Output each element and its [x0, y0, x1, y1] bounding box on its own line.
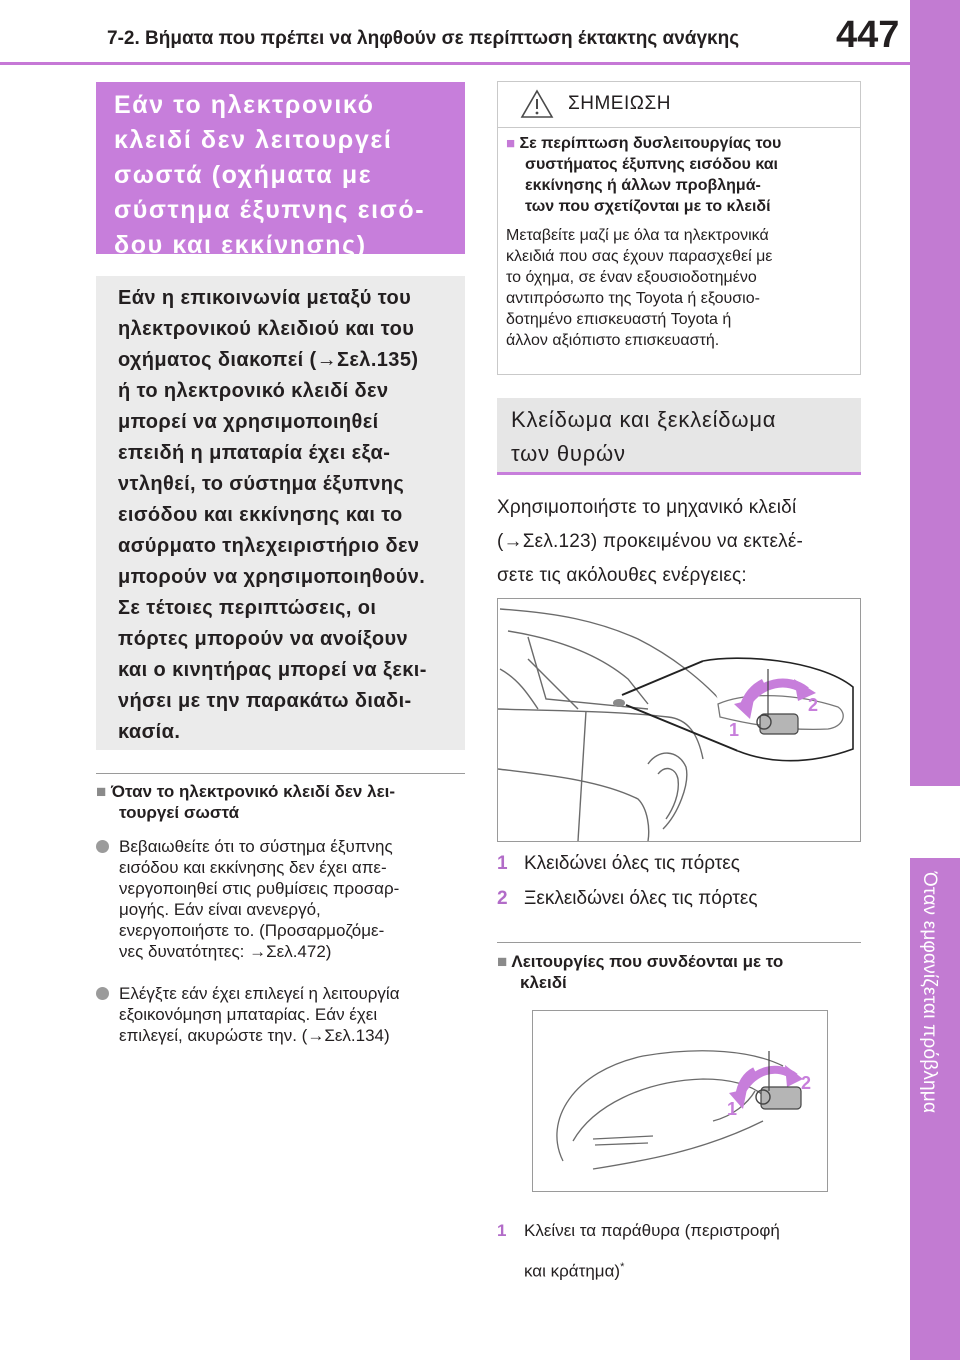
bullet-line: νεργοποιηθεί στις ρυθμίσεις προσαρ-: [119, 879, 400, 898]
notice-body-line: κλειδιά που σας έχουν παρασχεθεί με: [506, 248, 773, 265]
step-number: 1: [497, 853, 508, 874]
lock-section-title: [497, 398, 861, 475]
lock-step-1: [497, 853, 863, 879]
step-text: Κλειδώνει όλες τις πόρτες: [524, 853, 740, 874]
notice-divider: [498, 127, 860, 128]
figure-label-1: 1: [727, 1099, 738, 1119]
intro-line: ασύρματο τηλεχειριστήριο δεν: [118, 535, 420, 557]
intro-line: ή το ηλεκτρονικό κλειδί δεν: [118, 380, 389, 402]
subheading-key-malfunction: [96, 781, 468, 823]
round-bullet-icon: [96, 840, 109, 853]
bullet-line: νες δυνατότητες: →Σελ.472): [119, 942, 332, 961]
step-text: Ξεκλειδώνει όλες τις πόρτες: [524, 888, 758, 909]
figure-label-1: 1: [729, 720, 740, 740]
intro-line: επειδή η μπαταρία έχει εξα-: [118, 442, 391, 464]
chapter-number: 7: [929, 811, 940, 831]
lock-text-line: (→Σελ.123) προκειμένου να εκτελέ-: [497, 531, 804, 552]
car-door-drawing: [498, 599, 860, 841]
bullet-line: εξοικονόμηση μπαταρίας. Εάν έχει: [119, 1005, 378, 1024]
notice-label: ΣΗΜΕΙΩΣΗ: [568, 93, 671, 114]
notice-body-line: δοτημένο επισκευαστή Toyota ή: [506, 311, 732, 328]
section-title-line: σωστά (οχήματα με: [114, 161, 373, 189]
bullet-line: εισόδου και εκκίνησης δεν έχει απε-: [119, 858, 387, 877]
subheading-line: Όταν το ηλεκτρονικό κλειδί δεν λει-: [111, 782, 396, 801]
section-title-line: κλειδί δεν λειτουργεί: [114, 126, 393, 154]
section-title-box: [96, 82, 465, 259]
step-number: 2: [497, 888, 508, 909]
step-number: 1: [497, 1221, 507, 1240]
square-bullet-icon: ■: [96, 782, 107, 801]
lock-step-2: [497, 888, 863, 914]
page-number: 447: [836, 14, 900, 56]
key-feature-step-1: [497, 1213, 863, 1285]
intro-line: νήσει με την παρακάτω διαδι-: [118, 690, 412, 712]
subheading-line: Λειτουργίες που συνδέονται με το: [511, 952, 784, 971]
subheading-key-features: [497, 951, 863, 993]
subheading-line: τουργεί σωστά: [119, 803, 240, 822]
notice-subheading: [506, 133, 856, 217]
intro-line: και ο κινητήρας μπορεί να ξεκι-: [118, 659, 427, 681]
intro-line: Σε τέτοιες περιπτώσεις, οι: [118, 597, 377, 619]
bullet-line: Ελέγξτε εάν έχει επιλεγεί η λειτουργία: [119, 984, 400, 1003]
notice-body-line: το όχημα, σε έναν εξουσιοδοτημένο: [506, 269, 757, 286]
bullet-line: Βεβαιωθείτε ότι το σύστημα έξυπνης: [119, 837, 393, 856]
header-divider: [0, 62, 910, 65]
notice-subheading-line: Σε περίπτωση δυσλειτουργίας του: [519, 135, 782, 152]
door-handle-drawing: [533, 1011, 827, 1191]
square-bullet-icon: ■: [506, 135, 516, 152]
section-title-line: Εάν το ηλεκτρονικό: [114, 91, 375, 119]
notice-body-line: Μεταβείτε μαζί με όλα τα ηλεκτρονικά: [506, 227, 769, 244]
intro-line: ντληθεί, το σύστημα έξυπνης: [118, 473, 405, 495]
bullet-line: μογής. Εάν είναι ανενεργό,: [119, 900, 321, 919]
bullet-item: [96, 836, 468, 966]
notice-body-line: αντιπρόσωπο της Toyota ή εξουσιο-: [506, 290, 760, 307]
subsection-divider: [96, 773, 465, 774]
running-header: 7-2. Βήματα που πρέπει να ληφθούν σε περίπτωση έκτακτης ανάγκης: [107, 28, 740, 49]
bullet-item: [96, 983, 468, 1049]
figure-label-2: 2: [801, 1073, 812, 1093]
notice-box: [497, 81, 861, 375]
step-text-line: Κλείνει τα παράθυρα (περιστροφή: [524, 1221, 780, 1240]
car-door-key-illustration: [497, 598, 861, 842]
intro-line: μπορούν να χρησιμοποιηθούν.: [118, 566, 426, 588]
section-title-line: δου και εκκίνησης): [114, 231, 367, 259]
notice-header: [498, 82, 860, 127]
intro-line: μπορεί να χρησιμοποιηθεί: [118, 411, 379, 433]
lock-text-line: σετε τις ακόλουθες ενέργειες:: [497, 565, 747, 586]
subheading-line: κλειδί: [520, 973, 567, 992]
intro-line: οχήματος διακοπεί (→Σελ.135): [118, 349, 419, 371]
intro-line: ηλεκτρονικού κλειδιού και του: [118, 318, 415, 340]
notice-subheading-line: εκκίνησης ή άλλων προβλημά-: [525, 177, 761, 194]
square-bullet-icon: ■: [497, 952, 508, 971]
notice-body: [506, 225, 856, 351]
subsection-divider: [497, 942, 861, 943]
notice-subheading-line: των που σχετίζονται με το κλειδί: [525, 198, 771, 215]
warning-triangle-icon: [520, 89, 554, 119]
chapter-tab-strip: [910, 0, 960, 1360]
figure-label-2: 2: [808, 695, 819, 715]
intro-box: [96, 276, 465, 750]
section-title-line: σύστημα έξυπνης εισό-: [114, 196, 426, 224]
step-text-line: και κράτημα): [524, 1261, 621, 1281]
lock-title-line: Κλείδωμα και ξεκλείδωμα: [511, 407, 777, 432]
intro-line: πόρτες μπορούν να ανοίξουν: [118, 628, 409, 650]
chapter-title-vertical: Όταν εμφανίζεται πρόβλημα: [919, 872, 940, 1114]
notice-subheading-line: συστήματος έξυπνης εισόδου και: [525, 156, 778, 173]
bullet-line: ενεργοποιήστε το. (Προσαρμοζόμε-: [119, 921, 385, 940]
intro-line: κασία.: [118, 721, 181, 743]
round-bullet-icon: [96, 987, 109, 1000]
lock-section-text: [497, 491, 863, 593]
notice-body-line: άλλον αξιόπιστο επισκευαστή.: [506, 332, 720, 349]
bullet-line: επιλεγεί, ακυρώστε την. (→Σελ.134): [119, 1026, 390, 1045]
footnote-mark: *: [620, 1261, 625, 1273]
lock-title-line: των θυρών: [511, 441, 626, 466]
intro-line: εισόδου και εκκίνησης και το: [118, 504, 403, 526]
lock-text-line: Χρησιμοποιήστε το μηχανικό κλειδί: [497, 497, 797, 518]
door-handle-key-illustration: [532, 1010, 828, 1192]
intro-line: Εάν η επικοινωνία μεταξύ του: [118, 287, 412, 309]
